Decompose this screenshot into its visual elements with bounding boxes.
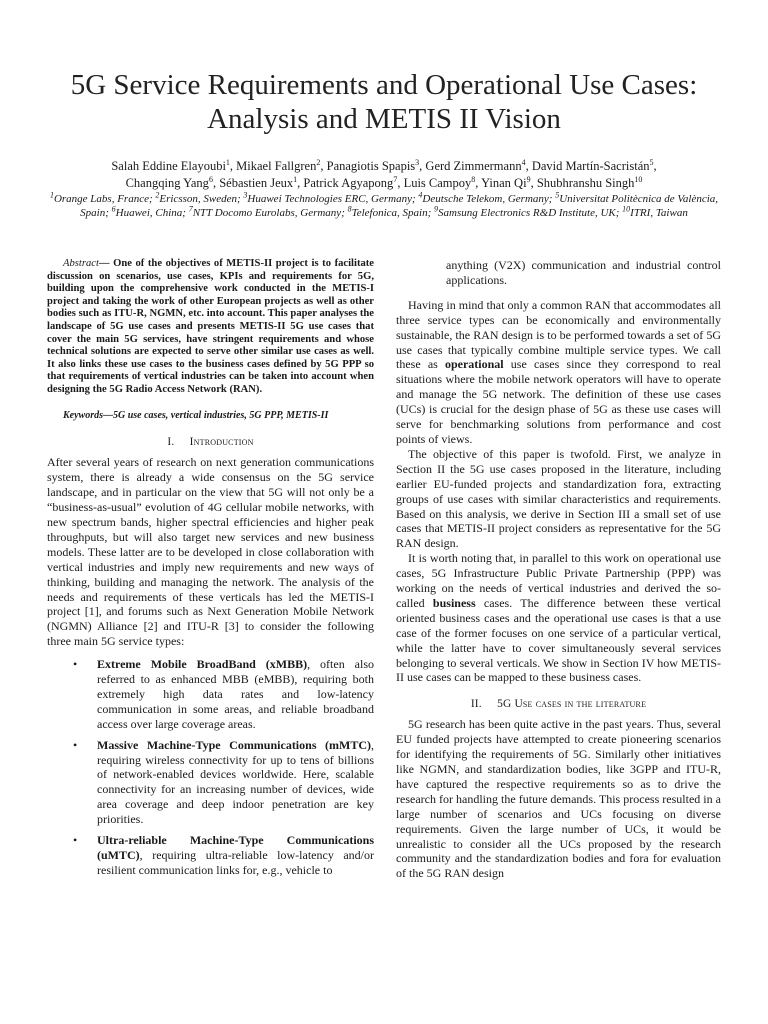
affiliation-text: Universitat Politècnica de València, Spain; [80, 193, 719, 219]
paragraph-text: use cases since they correspond to real situations where the mobile network operators will have to operate and manage the 5G network. The definition of these use cases (UCs) is crucial for the design phase of 5G as these use cases will serve for benchmarking solutions from performance and cost points of views. [396, 357, 721, 446]
author-name: Sébastien Jeux [219, 176, 294, 190]
intro-paragraph: After several years of research on next generation communications system, there is already a wide consensus on the 5G service landscape, and in particular on the view that 5G will not only be a “business-as-usual” evolution of 4G cellular mobile networks, with new spectrum bands, higher spectral efficiencies and higher peak throughputs, but will also target new services and new business models. These latter are to be developed in close collaboration with vertical industries and imply new requirements and new ways of thinking, building and managing the network. The analysis of the needs and requirements of these verticals has led the METIS-I project [1], and forums such as Next Generation Mobile Network (NGMN) Alliance [2] and ITU-R [3] to consider the following three main 5G service types: [47, 455, 374, 649]
service-type-name: Massive Machine-Type Communications (mMTC) [97, 737, 371, 752]
abstract-lead: Abstract [63, 258, 99, 269]
author-name: Changqing Yang [125, 176, 209, 190]
service-type-list [47, 657, 374, 878]
affiliation-marker: 8 [347, 204, 352, 214]
affiliation-marker: 4 [418, 190, 423, 200]
paper-title [30, 68, 738, 136]
affiliation-list [40, 192, 728, 220]
section-title: Introduction [189, 436, 254, 449]
paragraph-text: cases. The difference between these vertical oriented business cases and the operational use cases is that a use case of the former focuses on one service of a particular vertical, while the latter have to cover simultaneously several services belonging to several verticals. We show in Section IV how METIS-II use cases can be mapped to these business cases. [396, 595, 721, 685]
abstract [47, 258, 374, 397]
author-name: Yinan Qi [481, 176, 527, 190]
affiliation-marker: 8 [471, 174, 476, 184]
affiliation-marker: 3 [243, 190, 248, 200]
affiliation-text: Huawei, China; [115, 207, 189, 219]
business-cases-paragraph [396, 551, 721, 685]
affiliation-marker: 5 [649, 157, 654, 167]
bullet-icon: • [73, 737, 78, 752]
service-type-name: Ultra-reliable Machine-Type Communications (uMTC) [97, 833, 374, 862]
affiliation-marker: 10 [634, 174, 643, 184]
author-name: Panagiotis Spapis [326, 159, 416, 173]
affiliation-marker: 7 [393, 174, 398, 184]
right-column [396, 258, 721, 881]
abstract-text: — One of the objectives of METIS-II project is to facilitate discussion on scenarios, use cases, KPIs and requirements for 5G, building upon the comprehensive work conducted in the METIS-I project and taking the work of other European projects as well as other bodies such as ITU-R, NGMN, etc. into account. This paper analyses the landscape of 5G use cases and presents METIS-II 5G use cases that cover the main 5G services, have stringent requirements and whose technical solutions are expected to serve other similar use cases as well. It also links these use cases to the business cases defined by 5G PPP so that requirements of vertical industries can be taken into account when designing the 5G Radio Access Network (RAN). [47, 258, 374, 395]
affiliation-marker: 2 [316, 157, 321, 167]
service-type-name: Extreme Mobile BroadBand (xMBB) [97, 657, 308, 672]
list-item [47, 738, 374, 827]
emphasis-business: business [432, 595, 476, 610]
list-item [47, 833, 374, 878]
literature-paragraph: 5G research has been quite active in the past years. Thus, several EU funded projects have attempted to create pioneering scenarios for identifying the requirements of 5G. Similarly other initiatives like NGMN, and standardization bodies, like 3GPP and ITU-R, have captured the respective requirements so as to drive the research for handling the future demands. This process resulted in a large number of scenarios and UCs focusing on diverse requirements. Given the large number of UCs, it would be unrealistic to consider all the UCs proposed by the research community and the standardization bodies and fora for evaluation of the 5G RAN design [396, 717, 721, 881]
author-name: Patrick Agyapong [303, 176, 394, 190]
affiliation-marker: 1 [293, 174, 298, 184]
paragraph-text: Having in mind that only a common RAN that accommodates all three service types can be economically and environmentally sustainable, the RAN design is to be performed towards a set of 5G use cases that typically combine multiple service types. We call these as [396, 297, 721, 372]
section-heading-literature [396, 697, 721, 712]
operational-use-cases-paragraph [396, 298, 721, 447]
author-name: Shubhranshu Singh [536, 176, 635, 190]
section-title: 5G Use cases in the literature [497, 698, 647, 711]
section-number: I. [167, 436, 175, 449]
affiliation-marker: 5 [555, 190, 560, 200]
bullet-icon: • [73, 657, 78, 672]
section-heading-introduction [47, 435, 374, 450]
author-name: Gerd Zimmermann [425, 159, 522, 173]
paragraph-text: It is worth noting that, in parallel to this work on operational use cases, 5G Infrastructure Public Private Partnership (PPP) was working on the needs of vertical industries and derived the so-called [396, 551, 721, 610]
service-type-description: , requiring ultra-reliable low-latency and/or resilient communication links for, e.g., vehicle to [97, 848, 374, 877]
title-line-2: Analysis and METIS II Vision [207, 103, 561, 135]
emphasis-operational: operational [444, 357, 504, 372]
affiliation-marker: 9 [434, 204, 439, 214]
author-name: David Martín-Sacristán [531, 159, 650, 173]
affiliation-text: NTT Docomo Eurolabs, Germany; [192, 207, 348, 219]
affiliation-marker: 2 [155, 190, 160, 200]
left-column [47, 258, 374, 884]
affiliation-marker: 3 [415, 157, 420, 167]
affiliation-text: Huawei Technologies ERC, Germany; [247, 193, 419, 205]
author-name: Salah Eddine Elayoubi [111, 159, 226, 173]
service-type-description: , requiring wireless connectivity for up to tens of billions of network-enabled devices worldwide. Here, scalable connectivity for an increasing number of devices, wide area coverage and deep indoor penetration are key priorities. [97, 737, 374, 827]
service-type-description: , often also referred to as enhanced MBB (eMBB), requiring both extremely high data rates and low-latency communication in some areas, and reliable broadband access over large coverage areas. [97, 657, 374, 731]
objective-paragraph: The objective of this paper is twofold. First, we analyze in Section II the 5G use cases proposed in the literature, including earlier EU-funded projects and standardization fora, extracting groups of use cases with similar characteristics and requirements. Based on this analysis, we derive in Section III a small set of use cases that METIS-II project considers as representative for the 5G RAN design. [396, 446, 721, 551]
affiliation-marker: 9 [526, 174, 531, 184]
affiliation-marker: 1 [225, 157, 230, 167]
affiliation-marker: 1 [49, 190, 54, 200]
affiliation-text: Ericsson, Sweden; [159, 193, 244, 205]
affiliation-marker: 6 [208, 174, 213, 184]
affiliation-marker: 10 [622, 204, 631, 214]
affiliation-text: Deutsche Telekom, Germany; [422, 193, 556, 205]
bullet-continuation: anything (V2X) communication and industrial control applications. [446, 258, 721, 287]
keywords: Keywords—5G use cases, vertical industries, 5G PPP, METIS-II [63, 409, 329, 421]
title-line-1: 5G Service Requirements and Operational Use Cases: [70, 69, 698, 101]
affiliation-text: Telefonica, Spain; [351, 207, 435, 219]
affiliation-marker: 6 [111, 204, 116, 214]
affiliation-text: ITRI, Taiwan [630, 207, 688, 219]
section-number: II. [470, 698, 482, 711]
affiliation-marker: 7 [188, 204, 193, 214]
author-name: Luis Campoy [403, 176, 472, 190]
author-list: Salah Eddine Elayoubi$^1$, Mikael Fallgren$^2$, Panagiotis Spapis$^3$, Gerd Zimmermann$^4$, David Martín-Sacristán$^5$, Changqing Yang$^6$, Sébastien Jeux$^1$, Patrick Agyapong$^7$, Luis Campoy$^8$, Yinan Qi$^9$, Shubhranshu Singh$^{10}$ [111, 157, 657, 190]
bullet-icon: • [73, 833, 78, 848]
affiliation-text: Samsung Electronics R&D Institute, UK; [438, 207, 623, 219]
list-item [47, 657, 374, 732]
affiliation-marker: 4 [521, 157, 526, 167]
affiliation-text: Orange Labs, France; [53, 193, 156, 205]
author-name: Mikael Fallgren [236, 159, 317, 173]
